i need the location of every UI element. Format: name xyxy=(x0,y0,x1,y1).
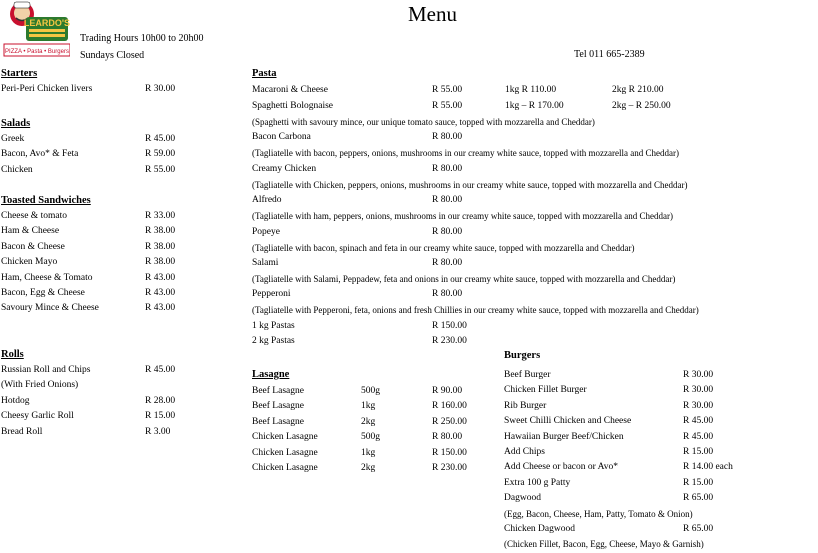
burger-item-price: R 15.00 xyxy=(683,447,714,457)
pasta-item-name: Alfredo xyxy=(252,195,282,206)
pasta-item-description: (Tagliatelle with bacon, peppers, onions, mushrooms in our creamy white sauce, topped with mozzarella and Cheddar) xyxy=(252,148,679,159)
toasted-item-price: R 38.00 xyxy=(145,241,176,252)
pasta-item-description: (Tagliatelle with bacon, spinach and feta in our creamy white sauce, topped with mozzarella and Cheddar) xyxy=(252,242,635,253)
svg-text:LEARDO'S: LEARDO'S xyxy=(23,18,70,28)
toasted-item-name: Bacon & Cheese xyxy=(1,241,65,252)
burger-item-name: Chicken Dagwood xyxy=(504,524,575,534)
pasta-item-name: Pepperoni xyxy=(252,289,291,300)
trading-hours: Trading Hours 10h00 to 20h00 xyxy=(80,33,204,44)
page-title: Menu xyxy=(408,2,457,26)
pasta-bulk-name: 2 kg Pastas xyxy=(252,336,295,347)
burger-item-name: Hawaiian Burger Beef/Chicken xyxy=(504,431,624,442)
pasta-item-price: R 80.00 xyxy=(432,289,463,300)
pasta-bulk-price: R 230.00 xyxy=(432,336,467,347)
burger-item-price: R 65.00 xyxy=(683,524,714,534)
lasagne-item-size: 500g xyxy=(361,432,380,443)
pasta-item-name: Popeye xyxy=(252,226,280,237)
rolls-item-name: Russian Roll and Chips xyxy=(1,365,91,375)
toasted-item-name: Ham & Cheese xyxy=(1,226,60,237)
pasta-item-price: R 80.00 xyxy=(432,132,463,143)
lasagne-item-price: R 230.00 xyxy=(432,463,467,473)
burger-item-name: Add Chips xyxy=(504,447,545,457)
starters-heading: Starters xyxy=(1,68,38,79)
pasta-item-price: R 80.00 xyxy=(432,195,463,206)
starters-item-price: R 30.00 xyxy=(145,84,176,94)
salads-item-price: R 45.00 xyxy=(145,134,176,144)
burgers-heading: Burgers xyxy=(504,350,541,361)
leardos-logo xyxy=(2,0,70,58)
pasta-item-description: (Tagliatelle with ham, peppers, onions, mushrooms in our creamy white sauce, topped with mozzarella and Cheddar) xyxy=(252,211,673,222)
burger-item-price: R 30.00 xyxy=(683,385,714,396)
lasagne-item-size: 1kg xyxy=(361,401,376,412)
lasagne-item-name: Chicken Lasagne xyxy=(252,463,318,473)
burger-item-price: R 45.00 xyxy=(683,431,714,442)
burger-item-name: Extra 100 g Patty xyxy=(504,477,571,488)
toasted-item-price: R 38.00 xyxy=(145,257,176,268)
pasta-item-description: (Spaghetti with savoury mince, our unique tomato sauce, topped with mozzarella and Cheddar) xyxy=(252,117,595,127)
pasta-item-description: (Tagliatelle with Salami, Peppadew, feta and onions in our creamy white sauce, topped with mozzarella and Cheddar) xyxy=(252,274,676,284)
burger-item-name: Beef Burger xyxy=(504,370,551,380)
rolls-item-price: R 45.00 xyxy=(145,365,176,375)
burger-item-name: Dagwood xyxy=(504,493,541,504)
lasagne-item-price: R 250.00 xyxy=(432,416,467,427)
lasagne-item-price: R 160.00 xyxy=(432,401,467,412)
pasta-item-price: R 55.00 xyxy=(432,85,463,95)
rolls-item-price: R 28.00 xyxy=(145,395,176,406)
lasagne-item-size: 1kg xyxy=(361,447,376,458)
toasted-item-price: R 33.00 xyxy=(145,211,176,221)
rolls-item-name: Hotdog xyxy=(1,395,30,406)
pasta-bulk-price: R 150.00 xyxy=(432,321,467,331)
toasted-item-price: R 43.00 xyxy=(145,288,176,298)
pasta-bulk-name: 1 kg Pastas xyxy=(252,321,295,331)
salads-item-price: R 59.00 xyxy=(145,149,176,160)
pasta-item-price: R 55.00 xyxy=(432,101,463,111)
pasta-item-name: Bacon Carbona xyxy=(252,132,311,143)
lasagne-item-name: Beef Lasagne xyxy=(252,401,304,412)
rolls-item-name: Bread Roll xyxy=(1,426,43,437)
pasta-heading: Pasta xyxy=(252,68,277,79)
pasta-item-name: Macaroni & Cheese xyxy=(252,85,328,95)
lasagne-item-name: Chicken Lasagne xyxy=(252,432,318,443)
burger-item-name: Chicken Fillet Burger xyxy=(504,385,587,396)
rolls-item-price: R 15.00 xyxy=(145,411,176,422)
lasagne-item-price: R 150.00 xyxy=(432,447,467,458)
salads-item-name: Chicken xyxy=(1,164,33,175)
toasted-item-price: R 43.00 xyxy=(145,303,176,314)
burger-item-name: Rib Burger xyxy=(504,400,547,411)
pasta-item-1kg-price: 1kg – R 170.00 xyxy=(505,101,564,111)
toasted-heading: Toasted Sandwiches xyxy=(1,195,91,206)
svg-text:PIZZA • Pasta • Burgers: PIZZA • Pasta • Burgers xyxy=(5,49,69,55)
burger-item-price: R 30.00 xyxy=(683,370,714,380)
lasagne-item-price: R 90.00 xyxy=(432,386,463,396)
pasta-item-1kg-price: 1kg R 110.00 xyxy=(505,85,557,95)
pasta-item-price: R 80.00 xyxy=(432,163,463,174)
sundays-closed: Sundays Closed xyxy=(80,50,145,61)
pasta-item-description: (Tagliatelle with Pepperoni, feta, onions and fresh Chillies in our creamy white sauce, topped with mozzarella and Cheddar) xyxy=(252,305,699,316)
pasta-item-name: Salami xyxy=(252,258,279,268)
lasagne-item-name: Beef Lasagne xyxy=(252,386,304,396)
pasta-item-2kg-price: 2kg R 210.00 xyxy=(612,85,664,95)
salads-heading: Salads xyxy=(1,118,31,129)
burger-item-price: R 15.00 xyxy=(683,477,714,488)
pasta-item-price: R 80.00 xyxy=(432,258,463,268)
toasted-item-name: Cheese & tomato xyxy=(1,211,67,221)
burger-item-price: R 65.00 xyxy=(683,493,714,504)
burger-item-name: Sweet Chilli Chicken and Cheese xyxy=(504,416,632,427)
toasted-item-name: Savoury Mince & Cheese xyxy=(1,303,99,314)
telephone: Tel 011 665-2389 xyxy=(574,49,645,60)
burger-item-price: R 14.00 each xyxy=(683,462,733,473)
pasta-item-2kg-price: 2kg – R 250.00 xyxy=(612,101,671,111)
pasta-item-name: Creamy Chicken xyxy=(252,163,317,174)
burger-item-name: Add Cheese or bacon or Avo* xyxy=(504,462,619,473)
lasagne-item-name: Beef Lasagne xyxy=(252,416,304,427)
lasagne-heading: Lasagne xyxy=(252,369,290,380)
starters-item-name: Peri-Peri Chicken livers xyxy=(1,84,93,94)
toasted-item-name: Ham, Cheese & Tomato xyxy=(1,272,93,283)
salads-item-price: R 55.00 xyxy=(145,164,176,175)
rolls-heading: Rolls xyxy=(1,349,24,360)
burger-item-price: R 45.00 xyxy=(683,416,714,427)
lasagne-item-name: Chicken Lasagne xyxy=(252,447,318,458)
burger-item-description: (Chicken Fillet, Bacon, Egg, Cheese, Mayo & Garnish) xyxy=(504,539,704,550)
toasted-item-price: R 38.00 xyxy=(145,226,176,237)
salads-item-name: Greek xyxy=(1,134,25,144)
lasagne-item-size: 2kg xyxy=(361,416,376,427)
salads-item-name: Bacon, Avo* & Feta xyxy=(1,149,79,160)
rolls-item-name: Cheesy Garlic Roll xyxy=(1,411,74,422)
burger-item-price: R 30.00 xyxy=(683,400,714,411)
lasagne-item-price: R 80.00 xyxy=(432,432,463,443)
pasta-item-price: R 80.00 xyxy=(432,226,463,237)
toasted-item-price: R 43.00 xyxy=(145,272,176,283)
lasagne-item-size: 500g xyxy=(361,386,380,396)
rolls-item-price: R 3.00 xyxy=(145,426,171,437)
pasta-item-name: Spaghetti Bolognaise xyxy=(252,101,334,111)
lasagne-item-size: 2kg xyxy=(361,463,376,473)
rolls-item-name: (With Fried Onions) xyxy=(1,380,79,391)
burger-item-description: (Egg, Bacon, Cheese, Ham, Patty, Tomato & Onion) xyxy=(504,508,693,519)
pasta-item-description: (Tagliatelle with Chicken, peppers, onions, mushrooms in our creamy white sauce, topped with mozzarella and Cheddar) xyxy=(252,179,688,190)
toasted-item-name: Chicken Mayo xyxy=(1,257,58,268)
toasted-item-name: Bacon, Egg & Cheese xyxy=(1,288,85,298)
